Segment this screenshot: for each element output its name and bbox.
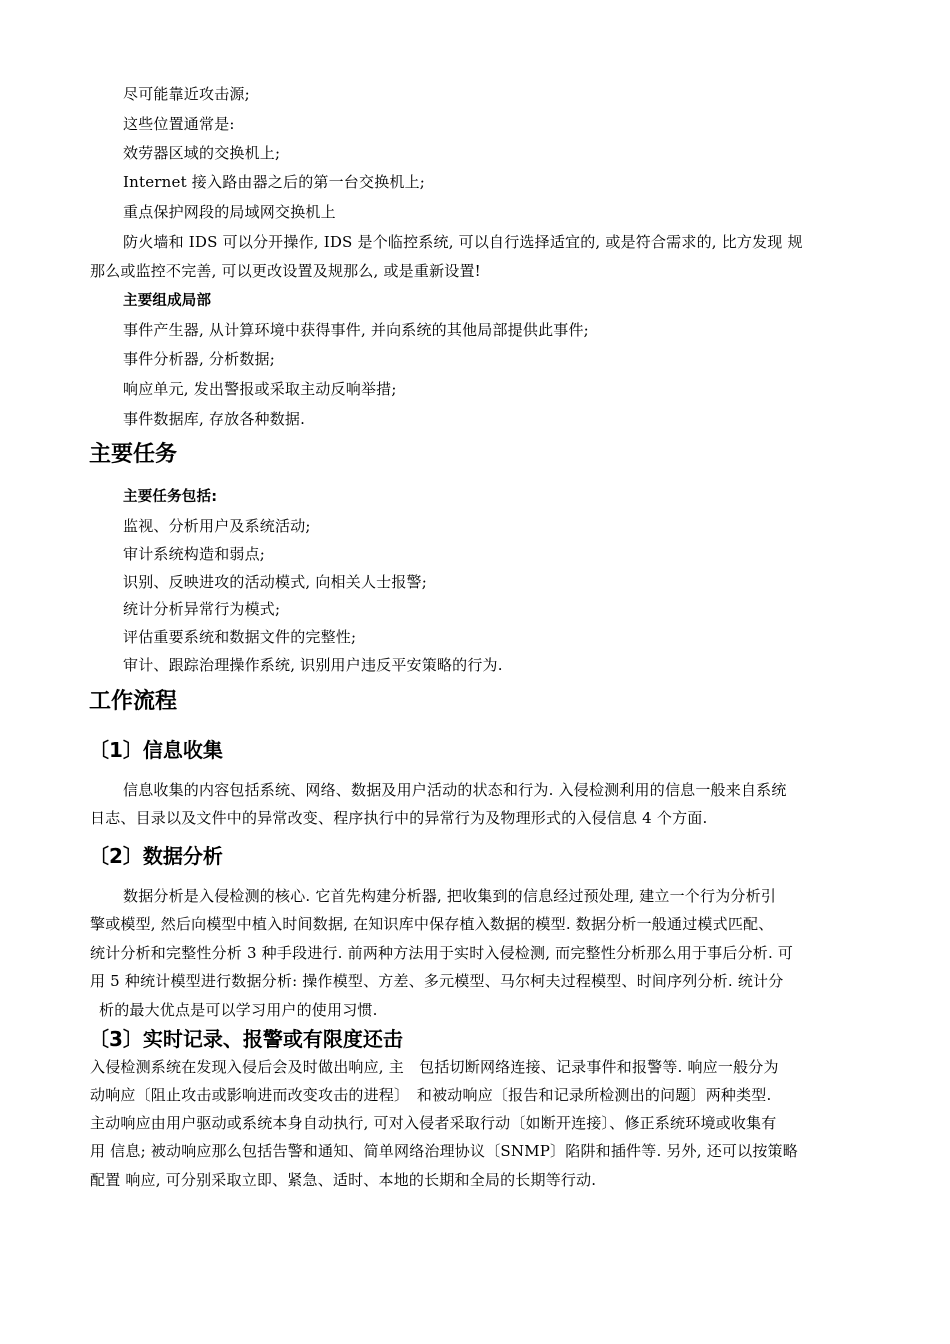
- paragraph-line: 防火墙和 IDS 可以分开操作, IDS 是个临控系统, 可以自行选择适宜的, 或是符合需求的, 比方发现 规: [123, 233, 803, 251]
- section-title: 〔3〕实时记录、报警或有限度还击: [89, 1027, 403, 1051]
- paragraph-line: 那么或监控不完善, 可以更改设置及规那么, 或是重新设置!: [90, 262, 481, 280]
- paragraph-line: 信息收集的内容包括系统、网络、数据及用户活动的状态和行为. 入侵检测利用的信息一般来自系统: [123, 781, 787, 799]
- paragraph-line: 数据分析是入侵检测的核心. 它首先构建分析器, 把收集到的信息经过预处理, 建立一个行为分析引: [123, 887, 777, 905]
- text-line: 效劳器区域的交换机上;: [123, 144, 281, 162]
- list-item: 监视、分析用户及系统活动;: [123, 517, 311, 535]
- text-line: 这些位置通常是:: [123, 115, 235, 133]
- list-item: 统计分析异常行为模式;: [123, 600, 281, 618]
- list-item: 事件产生器, 从计算环境中获得事件, 并向系统的其他局部提供此事件;: [123, 321, 589, 339]
- list-item: 事件数据库, 存放各种数据.: [123, 410, 306, 428]
- list-item: 评估重要系统和数据文件的完整性;: [123, 628, 357, 646]
- paragraph-line: 入侵检测系统在发现入侵后会及时做出响应, 主 包括切断网络连接、记录事件和报警等. 响应一般分为: [90, 1058, 779, 1076]
- components-heading: 主要组成局部: [123, 293, 212, 309]
- section-title: 〔1〕信息收集: [89, 738, 223, 762]
- paragraph-line: 日志、目录以及文件中的异常改变、程序执行中的异常行为及物理形式的入侵信息 4 个方面.: [90, 809, 708, 827]
- paragraph-line: 统计分析和完整性分析 3 种手段进行. 前两种方法用于实时入侵检测, 而完整性分析那么用于事后分析. 可: [90, 944, 794, 962]
- paragraph-line: 析的最大优点是可以学习用户的使用习惯.: [99, 1001, 378, 1019]
- paragraph-line: 配置 响应, 可分别采取立即、紧急、适时、本地的长期和全局的长期等行动.: [90, 1171, 597, 1189]
- paragraph-line: 擎或模型, 然后向模型中植入时间数据, 在知识库中保存植入数据的模型. 数据分析一般通过模式匹配、: [90, 915, 774, 933]
- paragraph-line: 用 信息; 被动响应那么包括告警和通知、简单网络治理协议〔SNMP〕陷阱和插件等. 另外, 还可以按策略: [90, 1142, 798, 1160]
- list-item: 识别、反映进攻的活动模式, 向相关人士报警;: [123, 573, 427, 591]
- list-item: 审计系统构造和弱点;: [123, 545, 266, 563]
- paragraph-line: 动响应〔阻止攻击或影响进而改变攻击的进程〕 和被动响应〔报告和记录所检测出的问题〕两种类型.: [90, 1086, 772, 1104]
- text-line: 重点保护网段的局域网交换机上: [123, 203, 336, 221]
- list-item: 事件分析器, 分析数据;: [123, 350, 275, 368]
- list-item: 审计、跟踪治理操作系统, 识别用户违反平安策略的行为.: [123, 656, 503, 674]
- paragraph-line: 主动响应由用户驱动或系统本身自动执行, 可对入侵者采取行动〔如断开连接〕、修正系统环境或收集有: [90, 1114, 777, 1132]
- workflow-heading: 工作流程: [89, 689, 178, 714]
- tasks-subheading: 主要任务包括:: [123, 489, 218, 505]
- text-line: Internet 接入路由器之后的第一台交换机上;: [123, 173, 426, 191]
- tasks-heading: 主要任务: [89, 442, 178, 467]
- paragraph-line: 用 5 种统计模型进行数据分析: 操作模型、方差、多元模型、马尔柯夫过程模型、时间序列分析. 统计分: [90, 972, 784, 990]
- list-item: 响应单元, 发出警报或采取主动反响举措;: [123, 380, 397, 398]
- text-line: 尽可能靠近攻击源;: [123, 85, 250, 103]
- section-title: 〔2〕数据分析: [89, 844, 223, 868]
